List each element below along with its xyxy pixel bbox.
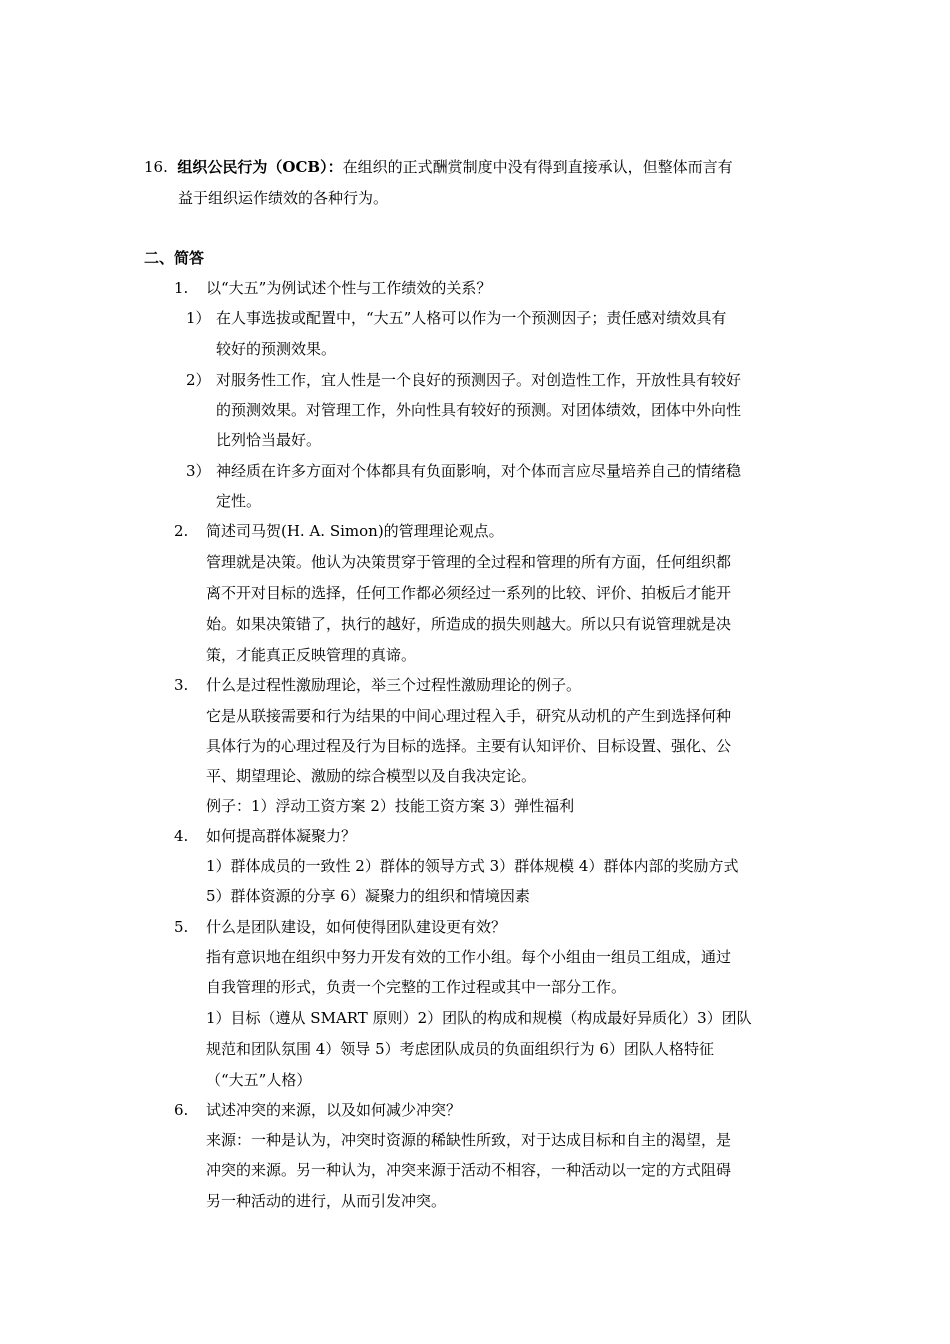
definition-text: 在组织的正式酬赏制度中没有得到直接承认，但整体而言有 xyxy=(342,158,733,176)
answer-line: 指有意识地在组织中努力开发有效的工作小组。每个小组由一组员工组成，通过 xyxy=(206,948,732,966)
answer-line: 1）目标（遵从 SMART 原则）2）团队的构成和规模（构成最好异质化）3）团队 xyxy=(206,1009,752,1027)
answer-line: 较好的预测效果。 xyxy=(216,340,337,358)
answer-line: 在人事选拔或配置中，“大五”人格可以作为一个预测因子；责任感对绩效具有 xyxy=(216,309,727,327)
definition-term: 组织公民行为（OCB）： xyxy=(177,158,343,176)
answer-line: 来源：一种是认为，冲突时资源的稀缺性所致，对于达成目标和自主的渴望，是 xyxy=(206,1131,732,1149)
answer-line: 自我管理的形式，负责一个完整的工作过程或其中一部分工作。 xyxy=(206,978,627,996)
answer-line: 神经质在许多方面对个体都具有负面影响，对个体而言应尽量培养自己的情绪稳 xyxy=(216,462,742,480)
answer-line: 平、期望理论、激励的综合模型以及自我决定论。 xyxy=(206,767,537,785)
definition-16-line-2: 益于组织运作绩效的各种行为。 xyxy=(178,189,389,207)
answer-line: 定性。 xyxy=(216,492,262,510)
question-number: 1. xyxy=(174,279,189,297)
question-2: 简述司马贺(H. A. Simon)的管理理论观点。 xyxy=(206,522,504,540)
question-1: 以“大五”为例试述个性与工作绩效的关系？ xyxy=(206,279,492,297)
answer-line: 的预测效果。对管理工作，外向性具有较好的预测。对团体绩效，团体中外向性 xyxy=(216,401,742,419)
section-heading: 二、简答 xyxy=(144,249,205,267)
question-number: 4. xyxy=(174,827,189,845)
answer-line: 比列恰当最好。 xyxy=(216,431,322,449)
point-number: 1） xyxy=(186,309,211,327)
answer-line: 规范和团队氛围 4）领导 5）考虑团队成员的负面组织行为 6）团队人格特征 xyxy=(206,1040,714,1058)
answer-line: 策，才能真正反映管理的真谛。 xyxy=(206,646,417,664)
answer-line: 具体行为的心理过程及行为目标的选择。主要有认知评价、目标设置、强化、公 xyxy=(206,737,732,755)
definition-16-line-1 xyxy=(144,157,733,177)
question-3: 什么是过程性激励理论，举三个过程性激励理论的例子。 xyxy=(206,676,582,694)
question-number: 5. xyxy=(174,918,189,936)
answer-line: 对服务性工作，宜人性是一个良好的预测因子。对创造性工作，开放性具有较好 xyxy=(216,371,742,389)
point-number: 2） xyxy=(186,371,211,389)
question-5: 什么是团队建设，如何使得团队建设更有效？ xyxy=(206,918,507,936)
question-4: 如何提高群体凝聚力？ xyxy=(206,827,357,845)
answer-line: 管理就是决策。他认为决策贯穿于管理的全过程和管理的所有方面，任何组织都 xyxy=(206,553,732,571)
answer-line: 始。如果决策错了，执行的越好，所造成的损失则越大。所以只有说管理就是决 xyxy=(206,615,732,633)
question-6: 试述冲突的来源，以及如何减少冲突？ xyxy=(206,1101,462,1119)
answer-line: 另一种活动的进行，从而引发冲突。 xyxy=(206,1192,447,1210)
answer-line: 它是从联接需要和行为结果的中间心理过程入手，研究从动机的产生到选择何种 xyxy=(206,707,732,725)
question-number: 2. xyxy=(174,522,189,540)
point-number: 3） xyxy=(186,462,211,480)
question-number: 3. xyxy=(174,676,189,694)
answer-line: 离不开对目标的选择，任何工作都必须经过一系列的比较、评价、拍板后才能开 xyxy=(206,584,732,602)
answer-line: （“大五”人格） xyxy=(206,1071,312,1089)
answer-line: 例子：1）浮动工资方案 2）技能工资方案 3）弹性福利 xyxy=(206,797,575,815)
question-number: 6. xyxy=(174,1101,189,1119)
answer-line: 1）群体成员的一致性 2）群体的领导方式 3）群体规模 4）群体内部的奖励方式 xyxy=(206,857,739,875)
answer-line: 5）群体资源的分享 6）凝聚力的组织和情境因素 xyxy=(206,887,530,905)
answer-line: 冲突的来源。另一种认为，冲突来源于活动不相容，一种活动以一定的方式阻碍 xyxy=(206,1161,732,1179)
definition-number: 16. xyxy=(144,158,168,176)
